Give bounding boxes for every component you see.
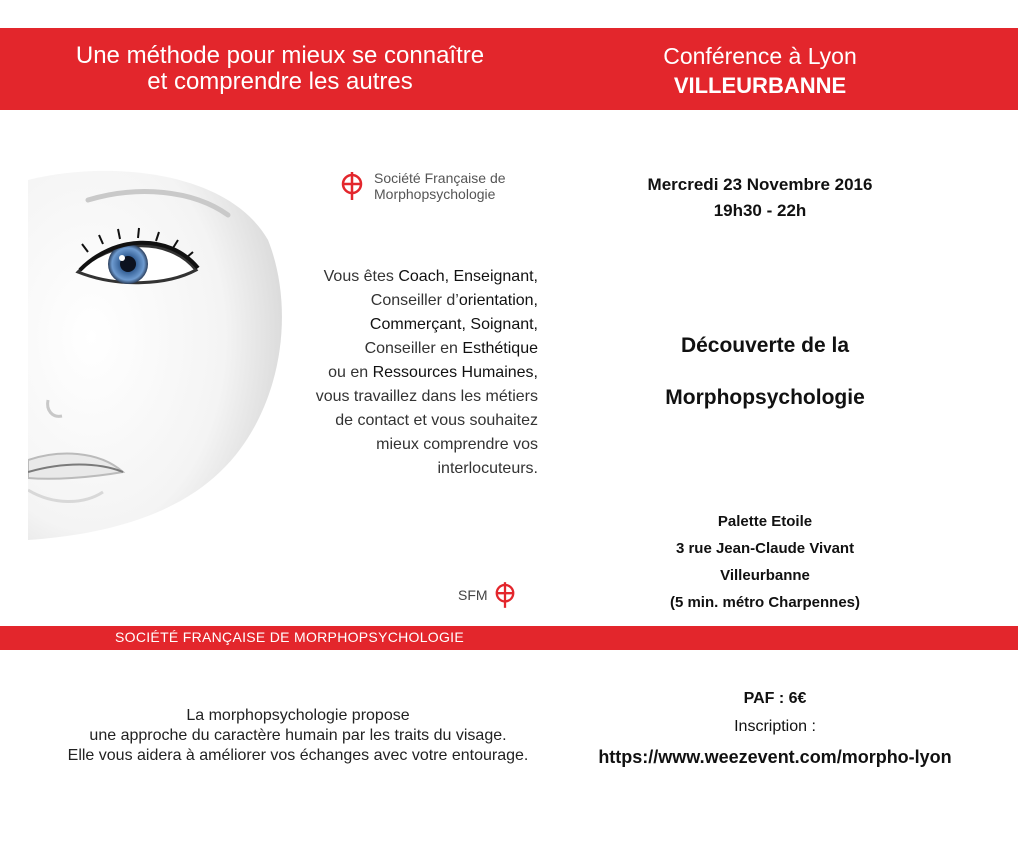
header-band xyxy=(0,28,1018,110)
sfm-logo-text xyxy=(374,170,506,202)
intro-l1a: Vous êtes xyxy=(323,268,399,285)
logo-line1: Société Française de xyxy=(374,170,506,186)
intro-l1b: Coach, Enseignant, xyxy=(398,268,538,285)
conference-label: Conférence à Lyon xyxy=(663,43,857,69)
venue-city: Villeurbanne xyxy=(720,567,810,584)
description-line1: La morphopsychologie propose xyxy=(186,707,410,724)
conference-heading xyxy=(620,41,900,101)
intro-l7: de contact et vous souhaitez xyxy=(335,412,538,429)
intro-l4a: Conseiller en xyxy=(364,340,463,357)
logo-line2: Morphopsychologie xyxy=(374,186,496,202)
intro-l5b: Ressources Humaines, xyxy=(372,364,538,381)
sfm-logo-icon xyxy=(340,170,364,202)
description xyxy=(28,706,568,766)
intro-l8: mieux comprendre vos xyxy=(376,436,538,453)
intro-l6: vous travaillez dans les métiers xyxy=(315,388,538,405)
sfm-logo xyxy=(340,170,506,202)
event-time: 19h30 - 22h xyxy=(713,201,807,220)
tagline-line2: et comprendre les autres xyxy=(147,68,413,95)
registration-link[interactable]: https://www.weezevent.com/morpho-lyon xyxy=(598,747,952,767)
venue-info xyxy=(610,508,920,616)
footer-band xyxy=(0,626,1018,650)
intro-text xyxy=(284,265,538,481)
intro-l9: interlocuteurs. xyxy=(437,460,538,477)
intro-l5a: ou en xyxy=(328,364,373,381)
event-title-line2: Morphopsychologie xyxy=(665,386,865,409)
tagline-line1: Une méthode pour mieux se connaître xyxy=(75,42,485,69)
registration-label: Inscription : xyxy=(734,718,816,735)
intro-l2a: Conseiller d’ xyxy=(370,292,459,309)
description-line2: une approche du caractère humain par les traits du visage. xyxy=(89,727,507,744)
sfm-small-icon xyxy=(494,580,516,610)
event-title xyxy=(600,320,930,424)
description-line3: Elle vous aidera à améliorer vos échanges avec votre entourage. xyxy=(67,747,529,764)
intro-l3: Commerçant, Soignant, xyxy=(369,316,538,333)
venue-name: Palette Etoile xyxy=(717,513,813,530)
venue-street: 3 rue Jean-Claude Vivant xyxy=(675,540,855,557)
event-title-line1: Découverte de la xyxy=(680,334,850,357)
conference-city: VILLEURBANNE xyxy=(673,73,847,98)
intro-l2b: orientation, xyxy=(458,292,538,309)
sfm-small-logo xyxy=(458,580,516,610)
sfm-short-label: SFM xyxy=(458,587,488,603)
paf-price: PAF : 6€ xyxy=(743,690,807,707)
tagline xyxy=(30,43,530,95)
intro-l4b: Esthétique xyxy=(462,340,538,357)
footer-band-text: SOCIÉTÉ FRANÇAISE DE MORPHOPSYCHOLOGIE xyxy=(115,629,465,645)
event-date: Mercredi 23 Novembre 2016 xyxy=(647,175,873,194)
event-datetime xyxy=(600,172,920,224)
face-illustration xyxy=(28,160,308,540)
venue-access: (5 min. métro Charpennes) xyxy=(669,594,861,611)
registration xyxy=(575,686,975,772)
